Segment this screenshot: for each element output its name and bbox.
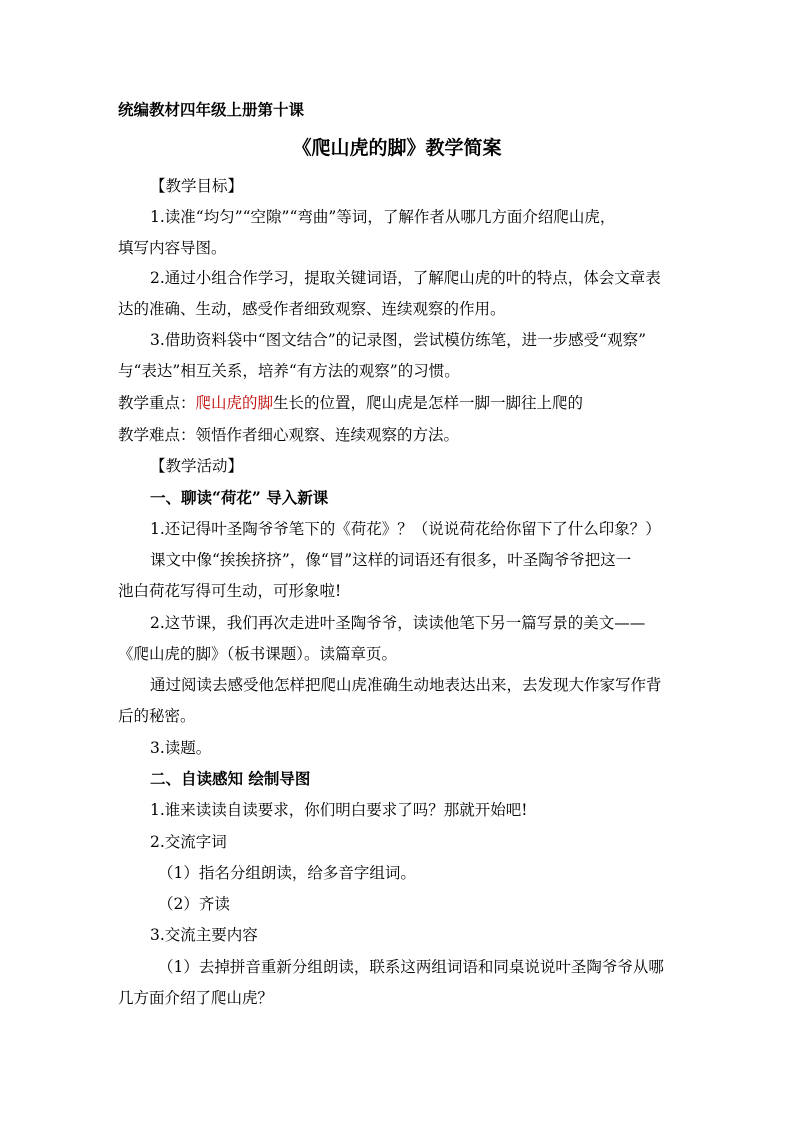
section-1-p4-line-2: 后的秘密。 — [118, 707, 196, 725]
section-2-p6-line-2: 几方面介绍了爬山虎？ — [118, 989, 274, 1007]
section-1-p4-line-1: 通过阅读去感受他怎样把爬山虎准确生动地表达出来，去发现大作家写作背 — [150, 676, 662, 694]
section-2-p2: 2.交流字词 — [150, 833, 227, 851]
section-1-p3-line-1: 2.这节课，我们再次走进叶圣陶爷爷，读读他笔下另一篇写景的美文—— — [150, 614, 646, 632]
focus-label: 教学重点： — [118, 394, 196, 412]
focus-rest: 生长的位置，爬山虎是怎样一脚一脚往上爬的 — [273, 394, 584, 412]
section-2-p6-line-1: （1）去掉拼音重新分组朗读，联系这两组词语和同桌说说叶圣陶爷爷从哪 — [158, 958, 664, 976]
objective-1-line-2: 填写内容导图。 — [118, 239, 227, 257]
teaching-focus — [118, 393, 688, 413]
objective-2-line-1: 2.通过小组合作学习，提取关键词语，了解爬山虎的叶的特点，体会文章表 — [150, 269, 661, 287]
section-1-p2-line-2: 池白荷花写得可生动，可形象啦! — [118, 582, 342, 600]
section-1-p2-line-1: 课文中像“挨挨挤挤”，像“冒”这样的词语还有很多，叶圣陶爷爷把这一 — [150, 551, 632, 569]
section-2-p4: （2）齐读 — [158, 895, 230, 913]
section-1-p3-line-2: 《爬山虎的脚》（板书课题）。读篇章页。 — [118, 645, 398, 663]
section-1-p5: 3.读题。 — [150, 739, 212, 757]
section-1-p1: 1.还记得叶圣陶爷爷笔下的《荷花》？（说说荷花给你留下了什么印象？） — [150, 520, 661, 538]
course-label: 统编教材四年级上册第十课 — [118, 100, 305, 119]
section-2-title: 二、自读感知 绘制导图 — [150, 769, 311, 788]
section-2-p1: 1.谁来读读自读要求，你们明白要求了吗？那就开始吧! — [150, 801, 528, 819]
objective-1-line-1: 1.读准“均匀”“空隙”“弯曲”等词，了解作者从哪几方面介绍爬山虎， — [150, 208, 616, 226]
document-title: 《爬山虎的脚》教学简案 — [292, 137, 502, 159]
objective-3-line-2: 与“表达”相互关系，培养“有方法的观察”的习惯。 — [118, 362, 460, 380]
focus-highlight: 爬山虎的脚 — [195, 394, 274, 412]
objective-2-line-2: 达的准确、生动，感受作者细致观察、连续观察的作用。 — [118, 300, 506, 318]
section-2-p5: 3.交流主要内容 — [150, 926, 258, 944]
activities-heading: 【教学活动】 — [150, 457, 244, 475]
section-2-p3: （1）指名分组朗读，给多音字组词。 — [158, 864, 416, 882]
objective-3-line-1: 3.借助资料袋中“图文结合”的记录图，尝试模仿练笔，进一步感受“观察” — [150, 331, 646, 349]
teaching-difficulty: 教学难点：领悟作者细心观察、连续观察的方法。 — [118, 426, 460, 444]
section-1-title: 一、聊读“荷花” 导入新课 — [150, 488, 329, 507]
objectives-heading: 【教学目标】 — [150, 177, 244, 195]
